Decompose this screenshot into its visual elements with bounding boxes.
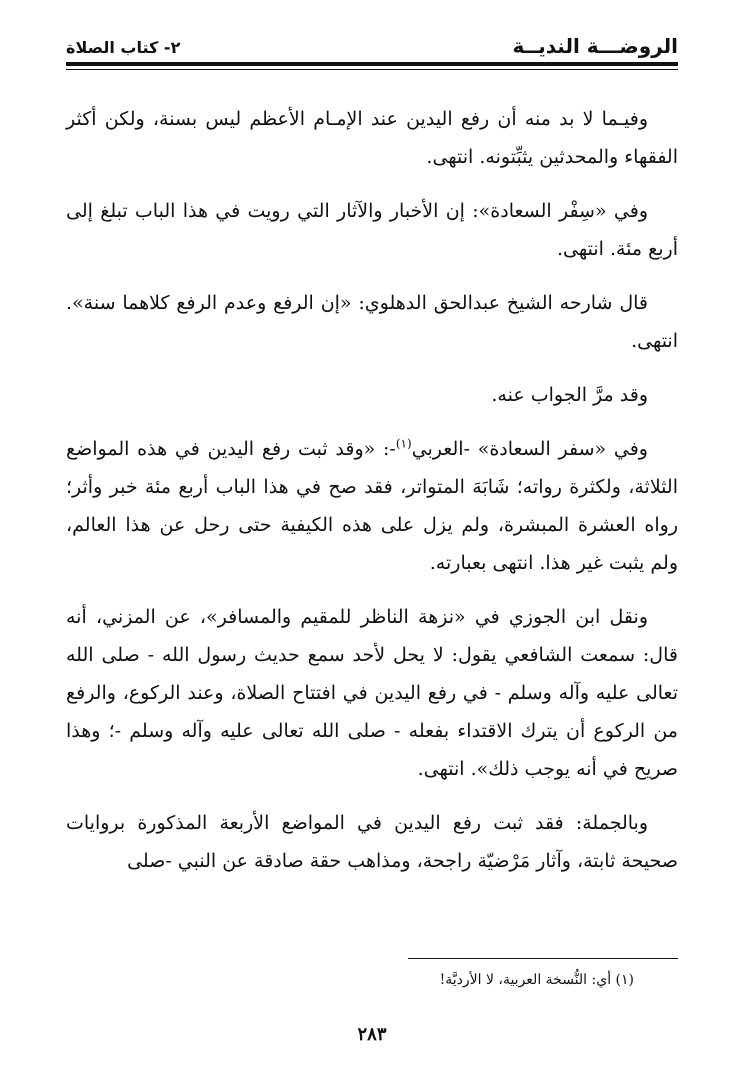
paragraph: قال شارحه الشيخ عبدالحق الدهلوي: «إن الرفع وعدم الرفع كلاهما سنة». انتهى.	[66, 292, 678, 352]
paragraph: وقد مرَّ الجواب عنه.	[491, 384, 648, 406]
body-text	[66, 100, 678, 896]
paragraph: وفيـما لا بد منه أن رفع اليدين عند الإمـام الأعظم ليس بسنة، ولكن أكثر الفقهاء والمحدثين يثبِّتونه. انتهى.	[66, 108, 678, 168]
paragraph: وبالجملة: فقد ثبت رفع اليدين في المواضع الأربعة المذكورة بروايات صحيحة ثابتة، وآثار مَرْضيّة راجحة، ومذاهب حقة صادقة عن النبي -صلى	[66, 812, 678, 872]
footnote: (١) أي: النُّسخة العربية، لا الأرديَّة!	[439, 972, 634, 988]
paragraph: وفي «سِفْر السعادة»: إن الأخبار والآثار التي رويت في هذا الباب تبلغ إلى أربع مئة. انتهى.	[66, 200, 678, 260]
header-rule-thin	[66, 69, 678, 70]
paragraph-with-footnote-ref	[66, 430, 678, 582]
header-chapter-title: ٢- كتاب الصلاة	[66, 38, 181, 57]
header-book-title: الروضـــة النديــة	[512, 34, 678, 58]
paragraph-text-before-ref: وفي «سفر السعادة» -العربي	[411, 438, 648, 460]
paragraph: ونقل ابن الجوزي في «نزهة الناظر للمقيم والمسافر»، عن المزني، أنه قال: سمعت الشافعي يقول: لا يحل لأحد سمع حديث رسول الله - صلى الله تعالى عليه وآله وسلم - في رفع اليدين في افتتاح الصلاة، وعند الركوع، والرفع من الركوع أن يترك الاقتداء بفعله - صلى الله تعالى عليه وآله وسلم -؛ وهذا صريح في أنه يوجب ذلك». انتهى.	[66, 606, 678, 780]
running-header	[66, 30, 678, 60]
footnote-separator	[408, 958, 678, 959]
header-rule-thick	[66, 62, 678, 66]
page-number: ٢٨٣	[357, 1024, 387, 1045]
footnote-reference: (١)	[395, 436, 412, 451]
paragraph-text-after-ref: -: «وقد ثبت رفع اليدين في هذه المواضع الثلاثة، ولكثرة رواته؛ شَابَهَ المتواتر، فقد صح في هذا الباب أربع مئة خبر وأثر؛ رواه العشرة المبشرة، ولم يزل على هذه الكيفية حتى رحل عن هذا العالم، ولم يثبت غير هذا. انتهى بعبارته.	[66, 438, 678, 574]
